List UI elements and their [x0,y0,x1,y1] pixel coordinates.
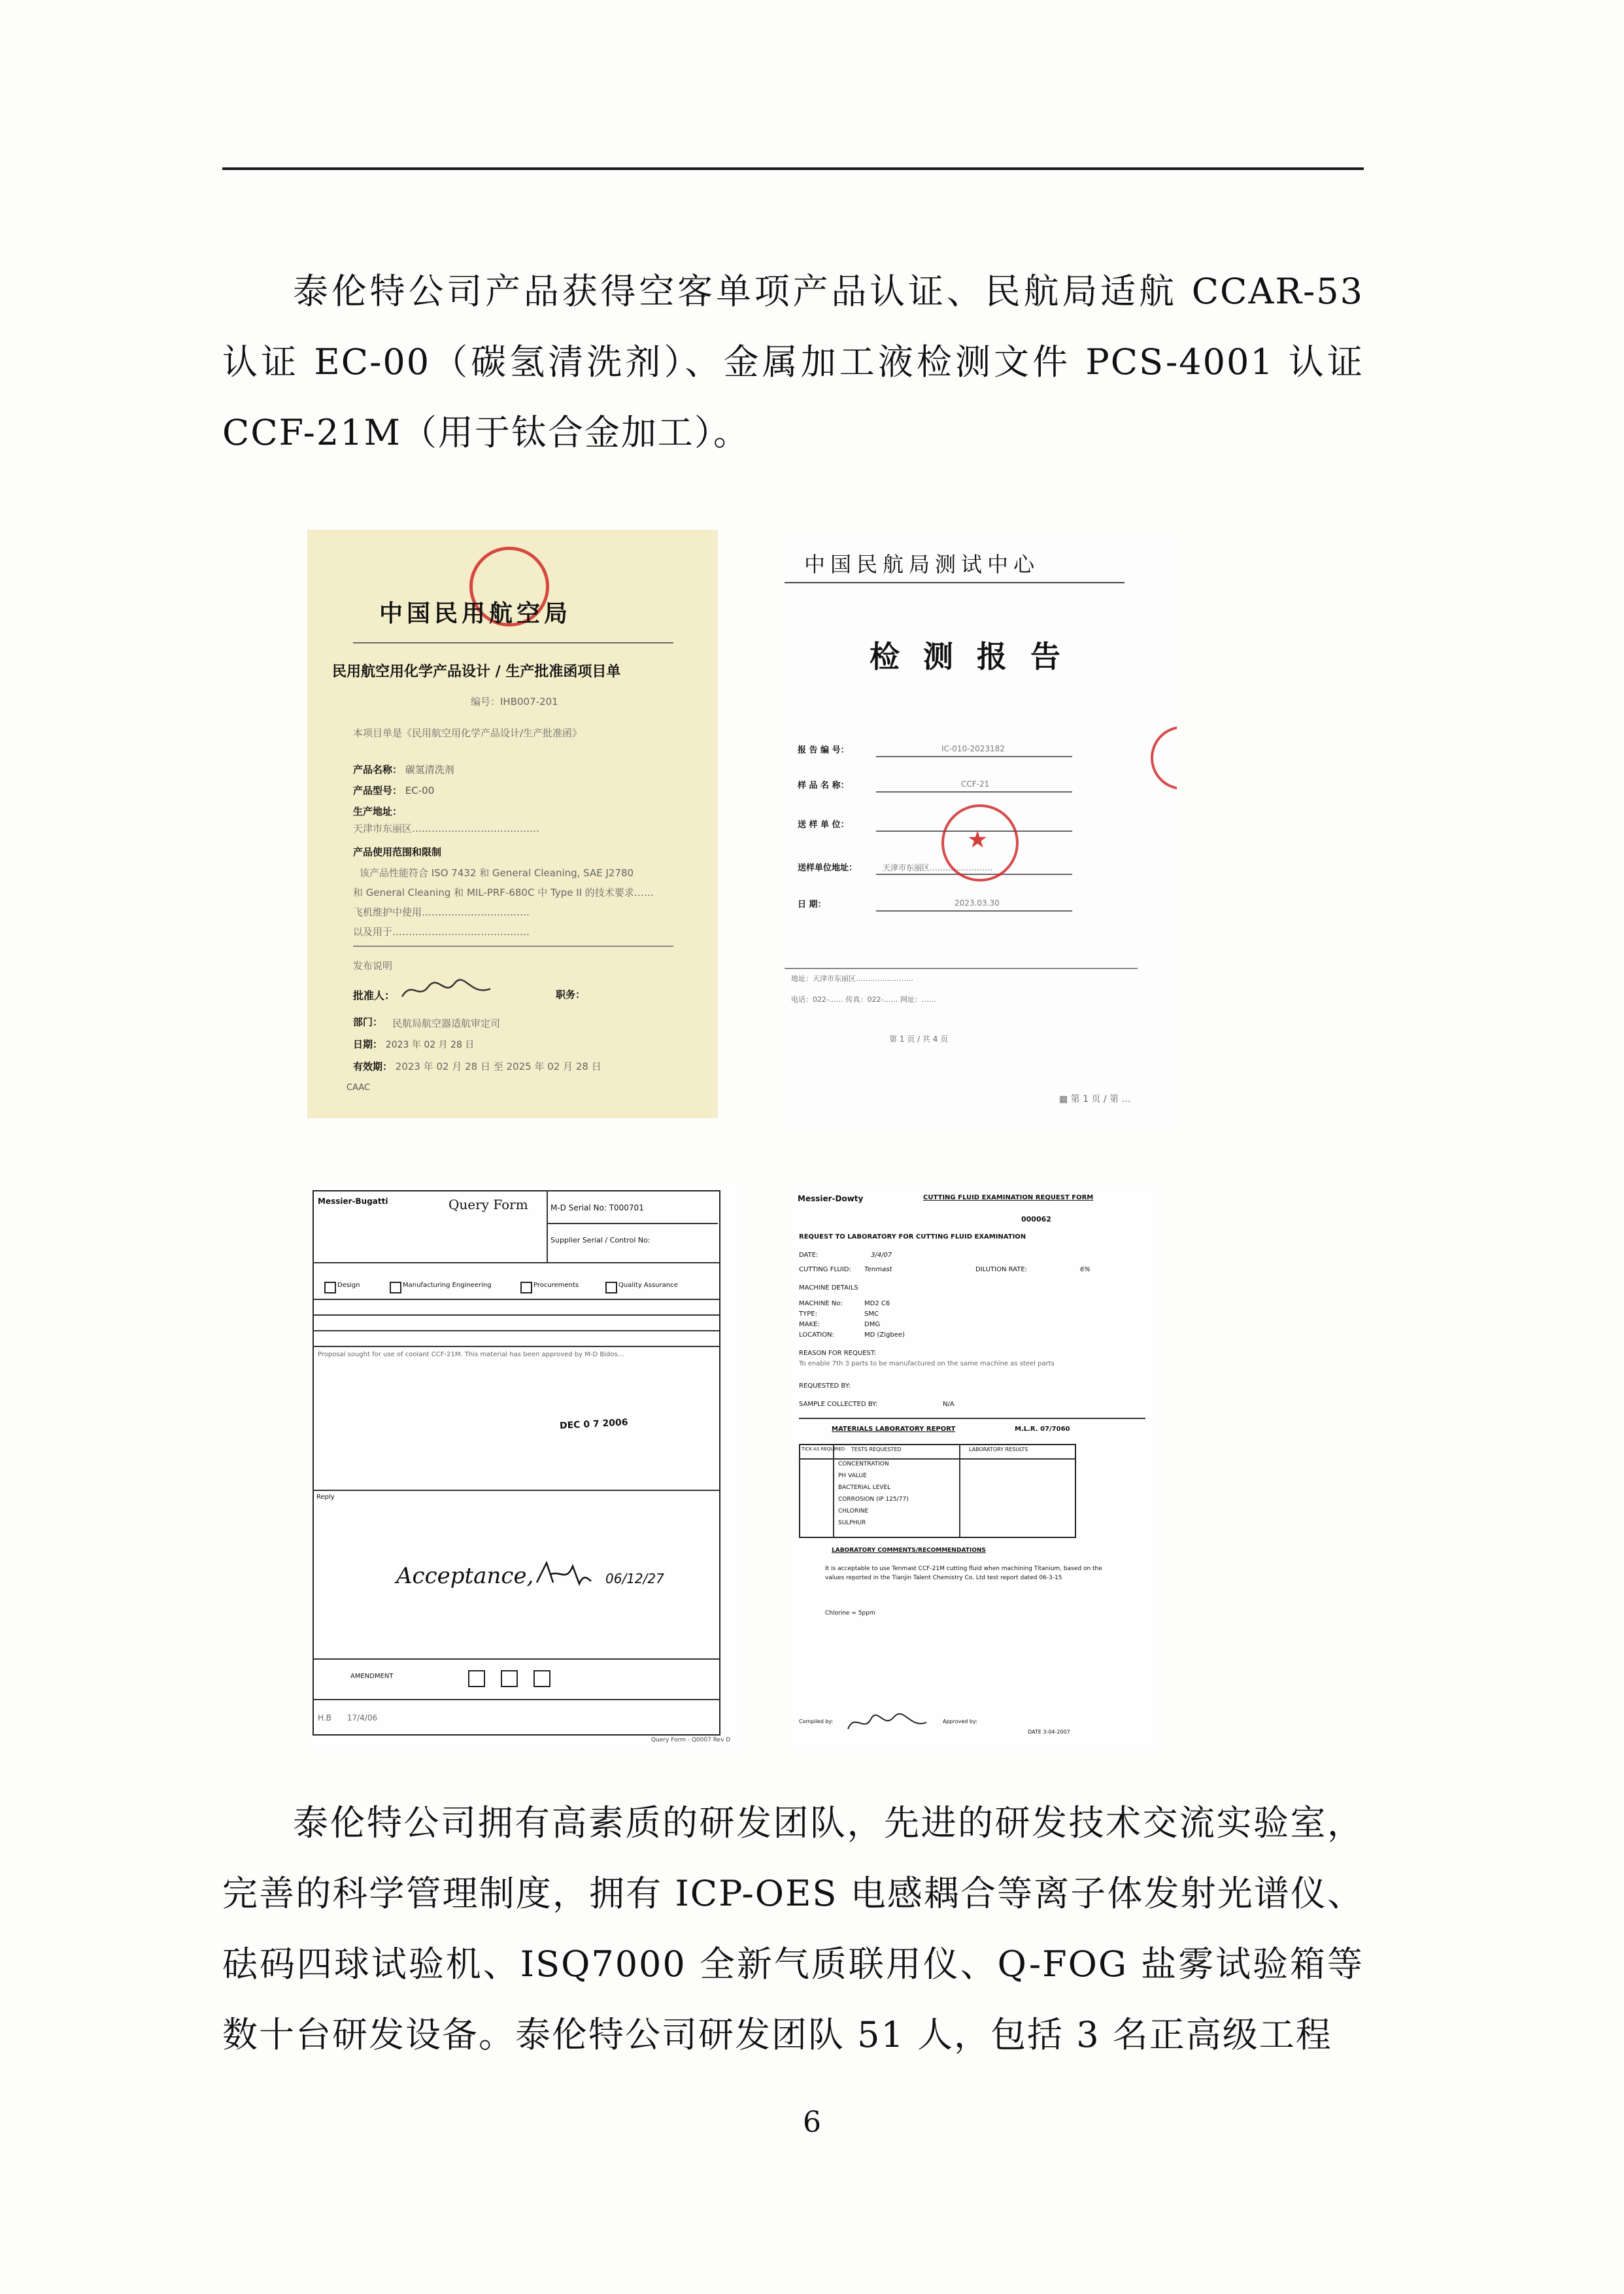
cutting-machine-label-3: MAKE: [799,1321,820,1328]
header-rule [222,167,1364,170]
cutting-test-2: PH VALUE [838,1473,867,1479]
cutting-signature [845,1709,930,1736]
query-reply-label: Reply [316,1494,335,1501]
caac-field-value-1: 碳氢清洗剂 [405,764,454,776]
cutting-test-5: CHLORINE [838,1508,869,1515]
query-footer: Query Form - Q0007 Rev D [651,1737,731,1743]
cutting-comments-label: LABORATORY COMMENTS/RECOMMENDATIONS [832,1547,986,1554]
caac-section: 产品使用范围和限制 [353,846,442,858]
query-title: Query Form [448,1197,528,1212]
cutting-test-3: BACTERIAL LEVEL [838,1484,891,1491]
cutting-test-4: CORROSION (IP 125/77) [838,1496,909,1503]
cutting-sample-value: N/A [943,1401,955,1408]
cutting-machine-value-3: DMG [864,1321,881,1328]
query-signature-date: 06/12/27 [605,1571,664,1586]
query-amendment: AMENDMENT [350,1673,394,1680]
cutting-request-title: REQUEST TO LABORATORY FOR CUTTING FLUID EXAMINATION [799,1233,1026,1241]
caac-validity-label: 有效期： [353,1061,393,1072]
query-form-image: Messier-Bugatti Query Form M-D Serial No: T000701 Supplier Serial / Control No: Design Manufacturing Engineering Procurements Quality Assurance Proposal sought for use of coolant CCF-21M. This material has been approved by M-D Bidos… DEC 0 7 2006 Reply Acceptance, 06/12/27 AMENDMENT H.B 17/4/06 Query Form - Q0007 Rev D [311,1184,743,1746]
report-field-value-2: CCF-21 [961,779,990,789]
report-field-label-4: 送样单位地址： [798,863,858,873]
cutting-machine-details: MACHINE DETAILS [799,1284,858,1292]
query-brand: Messier-Bugatti [318,1197,388,1206]
cutting-fluid-value: Tenmast [864,1266,892,1273]
caac-position-label: 职务： [556,989,586,1001]
caac-title: 民用航空用化学产品设计 / 生产批准函项目单 [332,664,621,680]
cutting-machine-label-1: MACHINE No: [799,1300,843,1307]
cutting-date-label: DATE: [799,1252,819,1259]
cutting-date-footer: DATE 3-04-2007 [1028,1729,1070,1735]
cutting-title: CUTTING FLUID EXAMINATION REQUEST FORM [923,1194,1094,1201]
caac-org: 中国民用航空局 [379,600,572,627]
caac-date-label: 日期： [353,1038,383,1050]
query-signature-text: Acceptance, [396,1563,534,1589]
cutting-machine-value-2: SMC [864,1310,879,1318]
report-field-value-5: 2023.03.30 [955,899,1000,908]
caac-certificate-image: 中国民用航空局 民用航空用化学产品设计 / 生产批准函项目单 编号：IHB007-201 本项目单是《民用航空用化学产品设计/生产批准函》 产品名称： 碳氢清洗剂 产品型号： EC-00 生产地址： 天津市东丽区………………………………… 产品使用范围和限制 该产品性能符合 ISO 7432 和 General Cleaning, SAE J2780 和 General Cleaning 和 MIL-PRF-680C 中 Type II 的技术要求…… 飞机维护中使用…………………………… 以及用于…………………………………… 发布说明 批准人： 职务： 部门： 民航局航空器适航审定司 日期： 2023 年 02 月 28 日 有效期： 2023 年 02 月 28 日 至 2025 年 02 月 28 日 CAAC [307,530,718,1118]
cutting-chlorine: Chlorine = 5ppm [825,1610,875,1617]
cutting-brand: Messier-Dowty [798,1194,864,1203]
cutting-machine-value-1: MD2 C6 [864,1300,890,1307]
caac-code: CAAC [347,1083,371,1093]
query-stamp: DEC 0 7 2006 [559,1417,628,1431]
cutting-fluid-form-image: Messier-Dowty CUTTING FLUID EXAMINATION REQUEST FORM 000062 REQUEST TO LABORATORY FOR CUTTING FLUID EXAMINATION DATE: 3/4/07 CUTTING FLUID: Tenmast DILUTION RATE: 6% MACHINE DETAILS MACHINE No: MD2 C6 TYPE: SMC MAKE: DMG LOCATION: MD (Zigbee) REASON FOR REQUEST: To enable 7th 3 parts to be manufactured on the same machine as steel parts REQUESTED BY: SAMPLE COLLECTED BY: N/A MATERIALS LABORATORY REPORT M.L.R. 07/7060 TICK AS REQUIRED TESTS REQUESTED LABORATORY RESULTS CONCENTRATION PH VALUE BACTERIAL LEVEL CORROSION (IP 125/77) CHLORINE SULPHUR LABORATORY COMMENTS/RECOMMENDATIONS It is acceptable to use Tenmast CCF-21M cutting fluid when machining Titanium, based on the values reported in the Tianjin Talent Chemistry Co. Ltd test report dated 06-3-15 Chlorine = 5ppm Compiled by: Approved by: DATE 3-04-2007 [792,1189,1159,1751]
caac-field-value-2: EC-00 [405,785,435,796]
caac-dept-label: 部门： [353,1016,383,1028]
query-serial: M-D Serial No: T000701 [550,1203,644,1212]
cutting-comments: It is acceptable to use Tenmast CCF-21M cutting fluid when machining Titanium, based on the values reported in the Tianjin Talent Chemistry Co. Ltd test report dated 06-3-15 [825,1566,1102,1581]
caac-date-value: 2023 年 02 月 28 日 [385,1040,475,1050]
query-option-1: Design [337,1282,360,1289]
cutting-approved-by: Approved by: [943,1719,977,1724]
cutting-serial: 000062 [1021,1215,1051,1224]
query-signature [533,1556,592,1589]
query-option-4: Quality Assurance [618,1282,678,1289]
cutting-machine-value-4: MD (Zigbee) [864,1331,905,1339]
report-center: 中国民航局测试中心 [804,552,1040,577]
page-number: 6 [803,2106,821,2139]
report-field-label-2: 样 品 名 称： [798,781,849,791]
cutting-test-1: CONCENTRATION [838,1461,889,1467]
report-field-value-1: IC-010-2023182 [941,744,1005,753]
report-title: 检 测 报 告 [870,639,1068,674]
cutting-date-value: 3/4/07 [871,1252,892,1259]
cutting-table-header-2: TESTS REQUESTED [851,1447,902,1452]
cutting-table-header-3: LABORATORY RESULTS [969,1447,1028,1452]
caac-signature [399,977,497,1003]
cutting-lab-report: MATERIALS LABORATORY REPORT [832,1426,956,1433]
report-field-label-3: 送 样 单 位： [798,820,849,830]
cutting-machine-label-4: LOCATION: [799,1331,834,1339]
caac-field-label-3: 生产地址： [353,806,403,817]
query-option-2: Manufacturing Engineering [403,1282,492,1289]
cutting-mlr: M.L.R. 07/7060 [1015,1426,1070,1433]
cutting-table-header-1: TICK AS REQUIRED [802,1447,845,1452]
report-field-label-5: 日 期： [798,900,826,910]
cutting-requested-by: REQUESTED BY: [799,1382,851,1390]
cutting-reason-label: REASON FOR REQUEST: [799,1350,877,1357]
caac-field-label-2: 产品型号： [353,785,403,796]
report-edge-seal [1151,726,1177,790]
paragraph-rd-team: 泰伦特公司拥有高素质的研发团队，先进的研发技术交流实验室，完善的科学管理制度，拥有 ICP-OES 电感耦合等离子体发射光谱仪、砝码四球试验机、ISQ7000 全新气质联用仪、Q-FOG 盐雾试验箱等数十台研发设备。泰伦特公司研发团队 51 人，包括 3 名正高级工程 [222,1802,1364,2055]
cutting-test-6: SULPHUR [838,1520,866,1526]
cutting-compiled-by: Compiled by: [799,1719,834,1724]
report-field-label-1: 报 告 编 号： [798,745,849,755]
cutting-fluid-label: CUTTING FLUID: [799,1266,851,1273]
query-option-3: Procurements [533,1282,579,1289]
cutting-machine-label-2: TYPE: [799,1310,817,1318]
cutting-sample-collected: SAMPLE COLLECTED BY: [799,1401,878,1408]
test-report-image: 中国民航局测试中心 检 测 报 告 报 告 编 号： IC-010-2023182 样 品 名 称： CCF-21 送 样 单 位： 送样单位地址： 天津市东丽区…………………… 日 期： 2023.03.30 ★ 地址：天津市东丽区…………………… 电话：022-…… 传真：022-…… 网址：…… 第 1 页 / 共 4 页 ▦ 第 1 页 / 第 … [785,536,1177,1125]
paragraph-certifications: 泰伦特公司产品获得空客单项产品认证、民航局适航 CCAR-53 认证 EC-00（碳氢清洗剂）、金属加工液检测文件 PCS-4001 认证 CCF-21M（用于钛合金加工）。 [222,271,1364,453]
cutting-dilution-label: DILUTION RATE: [975,1266,1028,1273]
query-supplier: Supplier Serial / Control No: [550,1236,651,1244]
report-seal-star-icon: ★ [967,827,989,853]
cutting-dilution-value: 6% [1080,1266,1091,1273]
caac-field-label-1: 产品名称： [353,764,403,776]
caac-approver-label: 批准人： [353,989,396,1002]
